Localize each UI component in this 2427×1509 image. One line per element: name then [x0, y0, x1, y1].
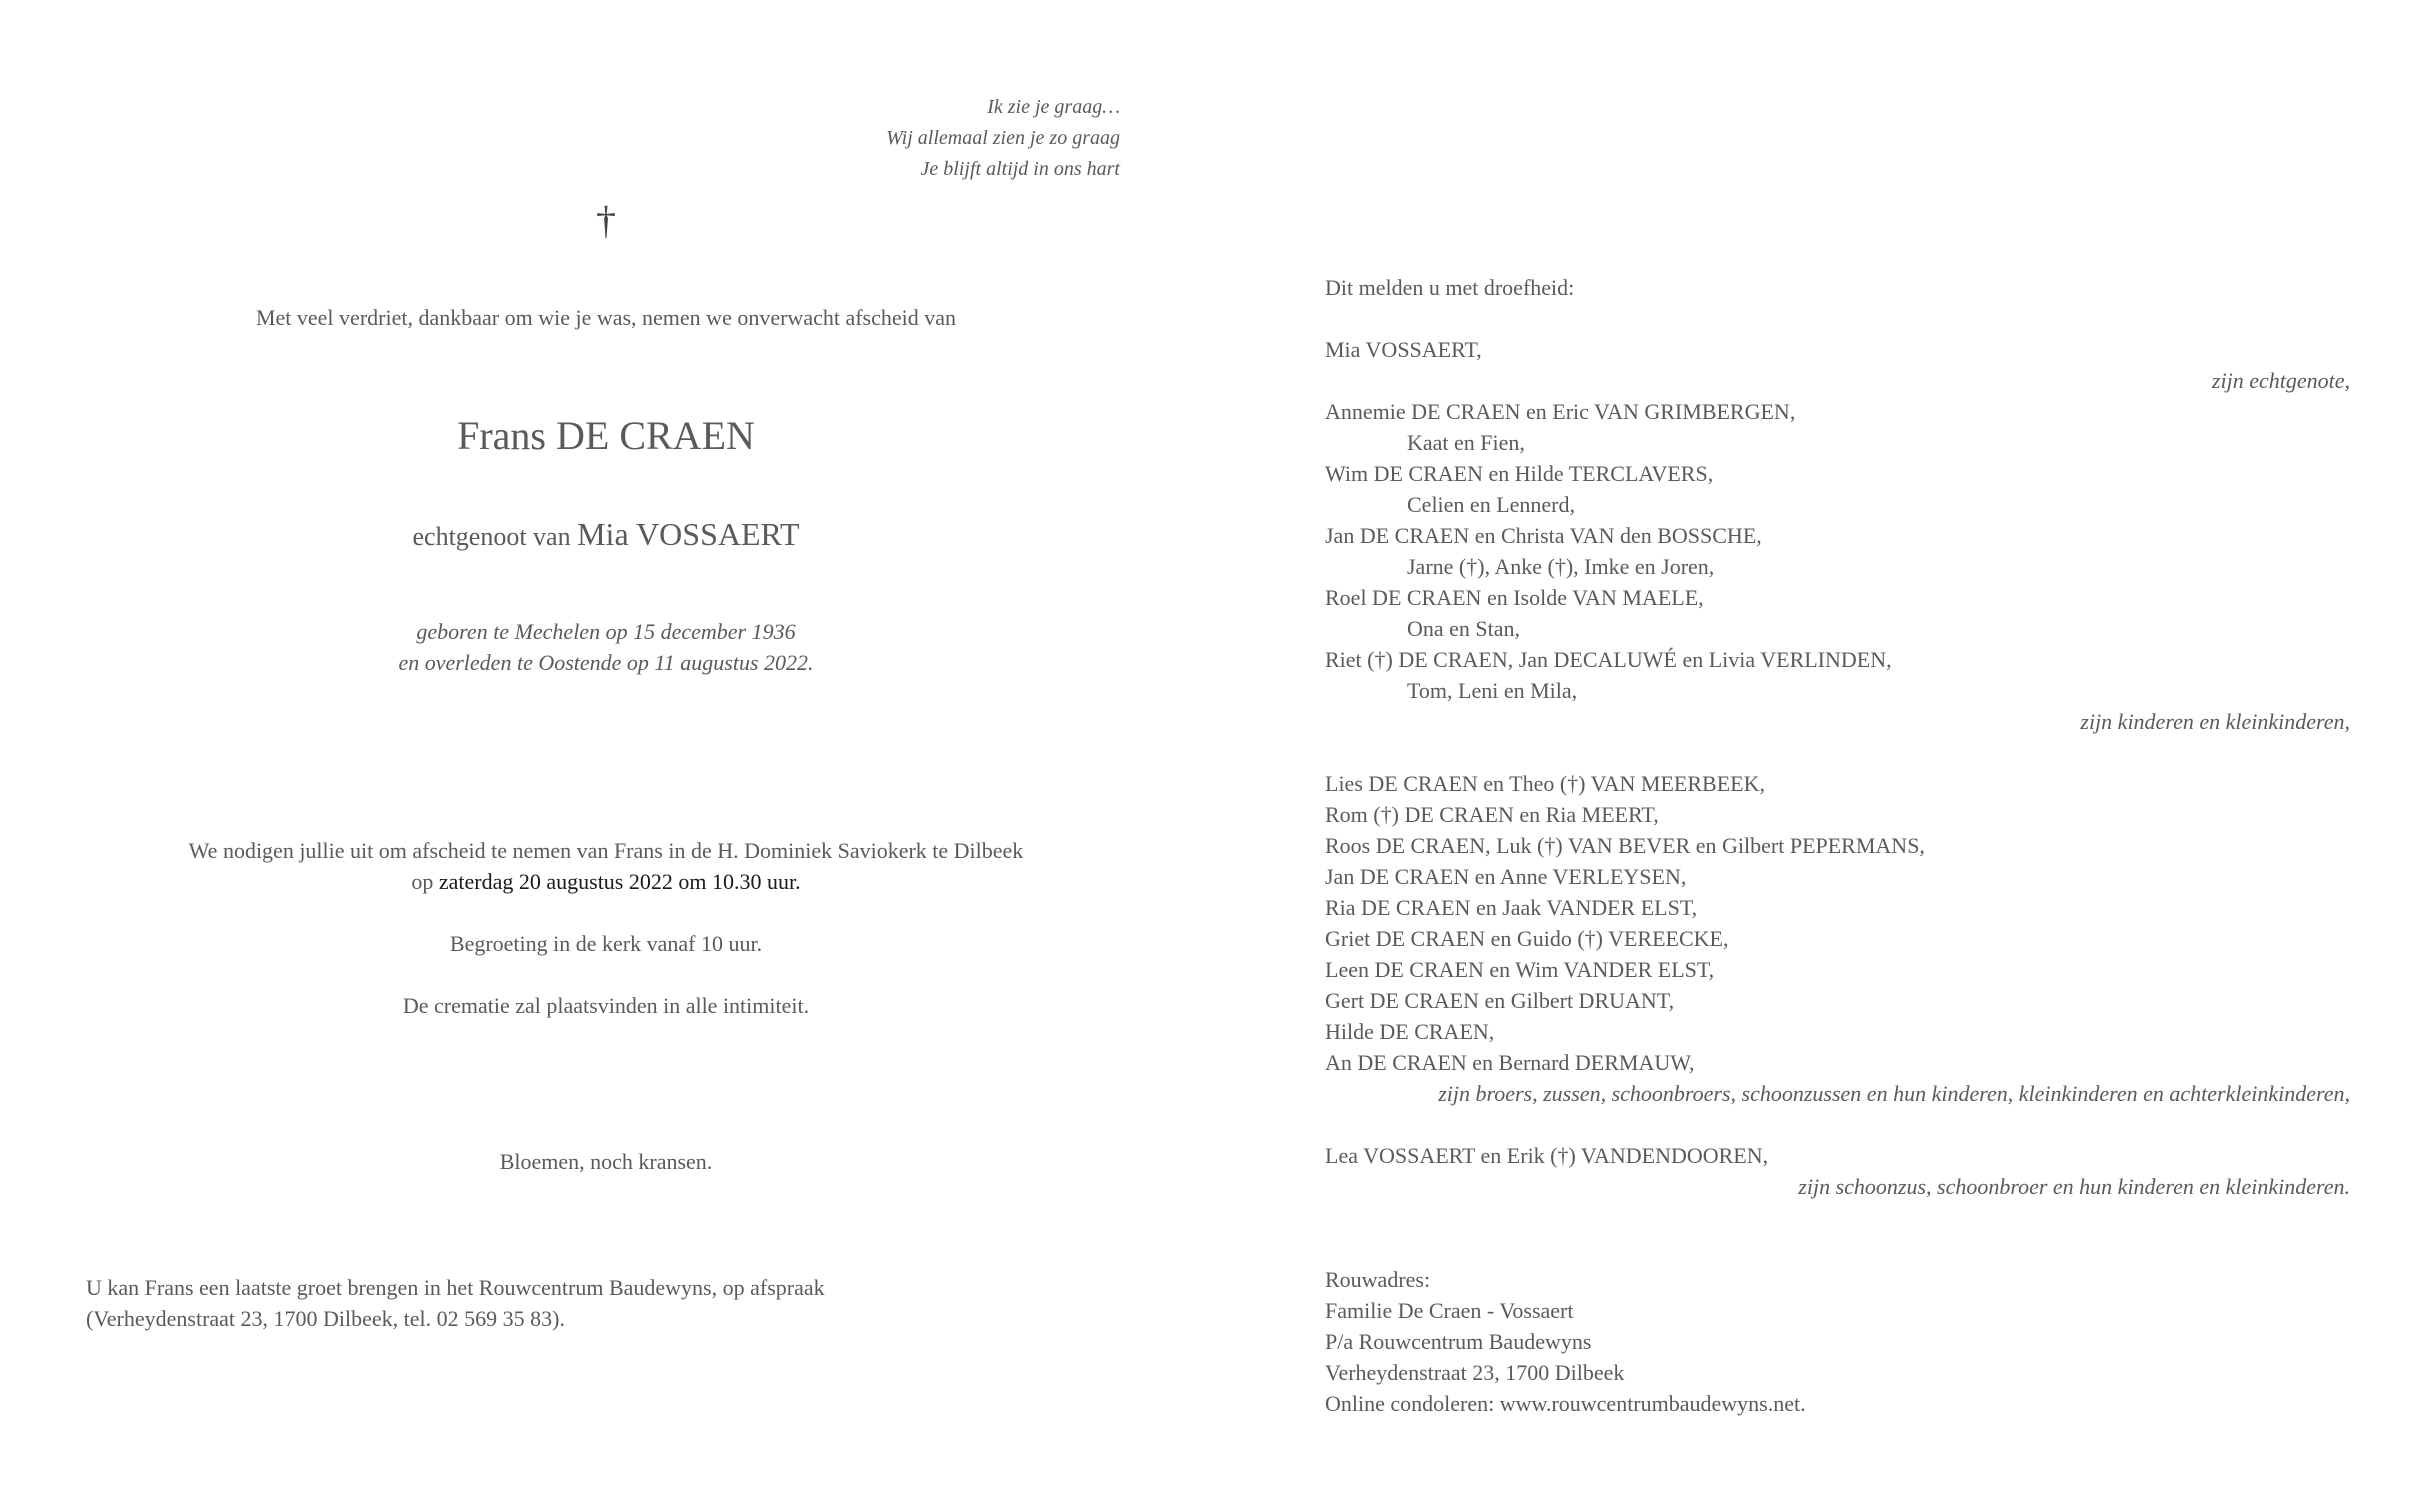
child-parents: Wim DE CRAEN en Hilde TERCLAVERS, [1325, 461, 1714, 486]
visit-info-line: U kan Frans een laatste groet brengen in het Rouwcentrum Baudewyns, op afspraak [86, 1275, 825, 1300]
greeting-text: Begroeting in de kerk vanaf 10 uur. [449, 931, 763, 956]
sibling-entry: Gert DE CRAEN en Gilbert DRUANT, [1325, 988, 1675, 1013]
spouse-prefix: echtgenoot van [412, 522, 571, 551]
sibling-entry: Griet DE CRAEN en Guido (†) VEREECKE, [1325, 926, 1729, 951]
siblings-role: zijn broers, zussen, schoonbroers, schoonzussen en hun kinderen, kleinkinderen en achterkleinkinderen, [1438, 1081, 2350, 1106]
visit-address-line: (Verheydenstraat 23, 1700 Dilbeek, tel. 02 569 35 83). [86, 1306, 565, 1331]
address-line: Verheydenstraat 23, 1700 Dilbeek [1325, 1360, 1625, 1385]
poem [700, 92, 1120, 185]
child-kids: Jarne (†), Anke (†), Imke en Joren, [1407, 554, 1715, 579]
sibling-entry: Lies DE CRAEN en Theo (†) VAN MEERBEEK, [1325, 771, 1765, 796]
flowers-text: Bloemen, noch kransen. [499, 1149, 713, 1174]
birth-line: geboren te Mechelen op 15 december 1936 [416, 619, 796, 644]
child-parents: Roel DE CRAEN en Isolde VAN MAELE, [1325, 585, 1704, 610]
announce-text: Dit melden u met droefheid: [1325, 275, 1575, 300]
death-line: en overleden te Oostende op 11 augustus 2022. [398, 650, 814, 675]
invitation-op: op [411, 869, 434, 894]
cremation-text: De crematie zal plaatsvinden in alle intimiteit. [402, 993, 810, 1018]
address-line: Familie De Craen - Vossaert [1325, 1298, 1574, 1323]
child-kids: Kaat en Fien, [1407, 430, 1525, 455]
deceased-name: Frans DE CRAEN [457, 413, 755, 458]
child-kids: Celien en Lennerd, [1407, 492, 1575, 517]
invitation-date: zaterdag 20 augustus 2022 om 10.30 uur. [438, 869, 801, 894]
poem-line: Ik zie je graag… [987, 96, 1120, 118]
address-label: Rouwadres: [1325, 1267, 1431, 1292]
sibling-entry: Ria DE CRAEN en Jaak VANDER ELST, [1325, 895, 1698, 920]
cross-icon: † [596, 198, 616, 243]
spouse-name: Mia VOSSAERT [577, 516, 800, 552]
condolence-link[interactable]: Online condoleren: www.rouwcentrumbaudewyns.net. [1325, 1391, 1806, 1416]
mourners-list [1325, 272, 2350, 1419]
inlaws-entry: Lea VOSSAERT en Erik (†) VANDENDOOREN, [1325, 1143, 1769, 1168]
sibling-entry: Leen DE CRAEN en Wim VANDER ELST, [1325, 957, 1715, 982]
child-parents: Annemie DE CRAEN en Eric VAN GRIMBERGEN, [1325, 399, 1796, 424]
wife-name: Mia VOSSAERT, [1325, 337, 1482, 362]
sibling-entry: An DE CRAEN en Bernard DERMAUW, [1325, 1050, 1695, 1075]
child-parents: Jan DE CRAEN en Christa VAN den BOSSCHE, [1325, 523, 1762, 548]
poem-line: Wij allemaal zien je zo graag [886, 127, 1120, 149]
sibling-entry: Hilde DE CRAEN, [1325, 1019, 1495, 1044]
sibling-entry: Jan DE CRAEN en Anne VERLEYSEN, [1325, 864, 1687, 889]
sibling-entry: Rom (†) DE CRAEN en Ria MEERT, [1325, 802, 1659, 827]
invitation-line: We nodigen jullie uit om afscheid te nemen van Frans in de H. Dominiek Saviokerk te Dilbeek [188, 838, 1024, 863]
poem-line: Je blijft altijd in ons hart [920, 158, 1120, 180]
child-parents: Riet (†) DE CRAEN, Jan DECALUWÉ en Livia VERLINDEN, [1325, 647, 1892, 672]
child-kids: Tom, Leni en Mila, [1407, 678, 1578, 703]
spouse-line [86, 514, 1126, 557]
wife-role: zijn echtgenote, [2211, 368, 2350, 393]
inlaws-role: zijn schoonzus, schoonbroer en hun kinderen en kleinkinderen. [1798, 1174, 2350, 1199]
address-line: P/a Rouwcentrum Baudewyns [1325, 1329, 1592, 1354]
intro-text: Met veel verdriet, dankbaar om wie je was, nemen we onverwacht afscheid van [255, 305, 957, 330]
child-kids: Ona en Stan, [1407, 616, 1521, 641]
sibling-entry: Roos DE CRAEN, Luk (†) VAN BEVER en Gilbert PEPERMANS, [1325, 833, 1925, 858]
children-role: zijn kinderen en kleinkinderen, [2080, 709, 2350, 734]
invitation-date-line [86, 866, 1126, 897]
